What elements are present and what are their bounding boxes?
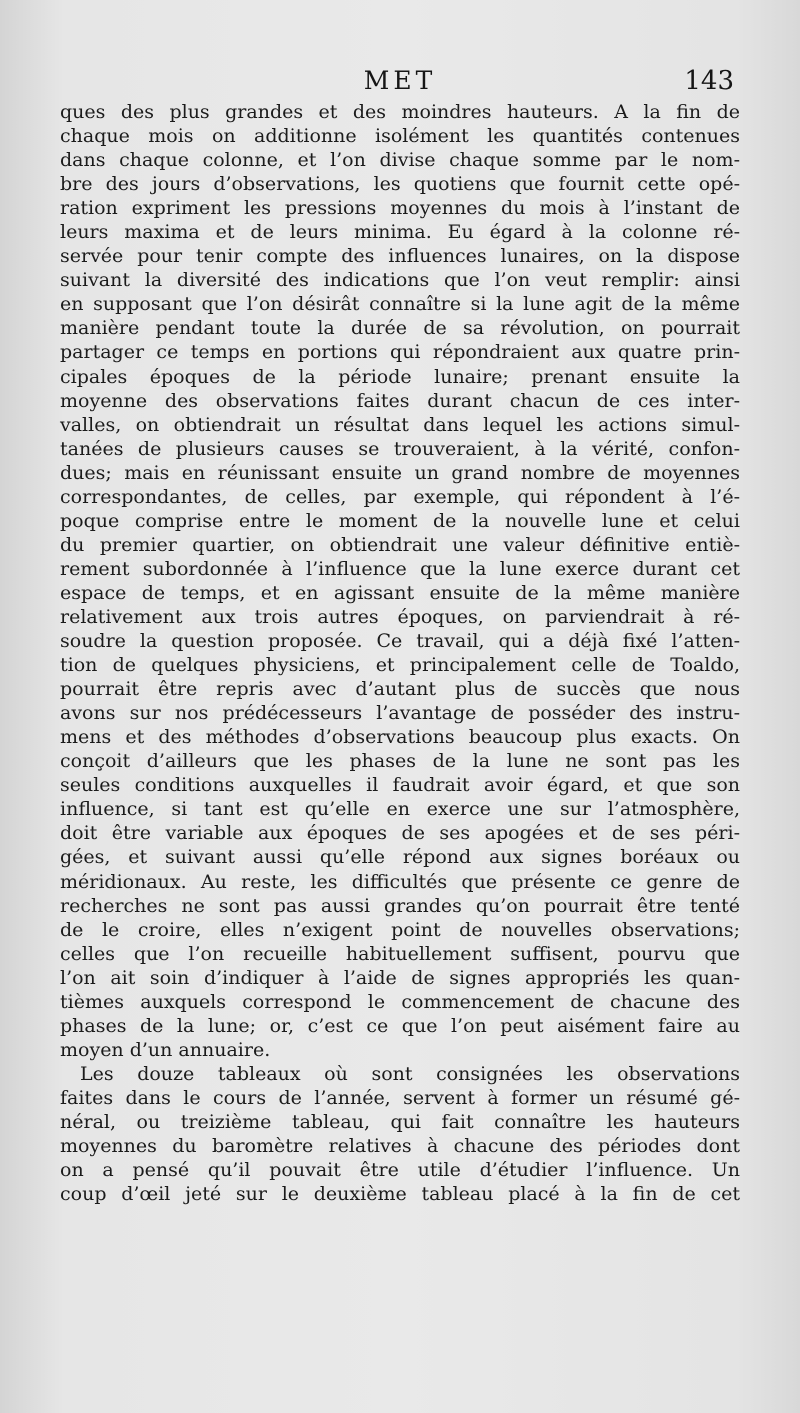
text-line: leurs maxima et de leurs minima. Eu égard à la colonne ré- <box>60 221 740 244</box>
text-line: ques des plus grandes et des moindres hauteurs. A la fin de <box>60 101 740 123</box>
text-line: méridionaux. Au reste, les difficultés que présente ce genre de <box>60 870 740 893</box>
text-line: tièmes auxquels correspond le commencement de chacune des <box>60 990 740 1013</box>
text-line: dues; mais en réunissant ensuite un grand nombre de moyennes <box>60 461 740 484</box>
text-line: de le croire, elles n’exigent point de nouvelles observations; <box>60 918 740 941</box>
text-line: celles que l’on recueille habituellement suffisent, pourvu que <box>60 942 740 965</box>
text-line: moyennes du baromètre relatives à chacune des périodes dont <box>60 1135 740 1158</box>
text-line: l’on ait soin d’indiquer à l’aide de signes appropriés les quan- <box>60 966 740 989</box>
text-line: partager ce temps en portions qui répondraient aux quatre prin- <box>60 341 740 364</box>
page-number: 143 <box>684 66 734 96</box>
text-line: tanées de plusieurs causes se trouveraient, à la vérité, confon- <box>60 437 740 460</box>
text-line: pourrait être repris avec d’autant plus de succès que nous <box>60 678 740 701</box>
text-line: valles, on obtiendrait un résultat dans lequel les actions simul- <box>60 413 740 436</box>
text-line: phases de la lune; or, c’est ce que l’on peut aisément faire au <box>60 1014 740 1037</box>
text-line: suivant la diversité des indications que l’on veut remplir: ainsi <box>60 269 740 292</box>
text-line: poque comprise entre le moment de la nouvelle lune et celui <box>60 509 740 532</box>
text-line: on a pensé qu’il pouvait être utile d’étudier l’influence. Un <box>60 1159 740 1182</box>
text-line: espace de temps, et en agissant ensuite de la même manière <box>60 581 740 604</box>
text-line: influence, si tant est qu’elle en exerce une sur l’atmosphère, <box>60 798 740 821</box>
text-line: en supposant que l’on désirât connaître si la lune agit de la même <box>60 293 740 316</box>
text-line: servée pour tenir compte des influences lunaires, on la dispose <box>60 245 740 268</box>
text-line: avons sur nos prédécesseurs l’avantage de posséder des instru- <box>60 702 740 725</box>
text-line: recherches ne sont pas aussi grandes qu’on pourrait être tenté <box>60 894 740 917</box>
text-line: bre des jours d’observations, les quotiens que fournit cette opé- <box>60 173 740 196</box>
text-line: gées, et suivant aussi qu’elle répond aux signes boréaux ou <box>60 846 740 869</box>
text-line: soudre la question proposée. Ce travail, qui a déjà fixé l’atten- <box>60 630 740 653</box>
text-line: tion de quelques physiciens, et principalement celle de Toaldo, <box>60 654 740 677</box>
text-line: doit être variable aux époques de ses apogées et de ses péri- <box>60 822 740 845</box>
text-line: conçoit d’ailleurs que les phases de la lune ne sont pas les <box>60 750 740 773</box>
text-line: du premier quartier, on obtiendrait une valeur définitive entiè- <box>60 533 740 556</box>
text-line: seules conditions auxquelles il faudrait avoir égard, et que son <box>60 774 740 797</box>
text-line: rement subordonnée à l’influence que la lune exerce durant cet <box>60 557 740 580</box>
text-line: Les douze tableaux où sont consignées les observations <box>80 1062 740 1085</box>
text-line: ration expriment les pressions moyennes du mois à l’instant de <box>60 197 740 220</box>
text-line: correspondantes, de celles, par exemple, qui répondent à l’é- <box>60 485 740 508</box>
text-line: moyenne des observations faites durant chacun de ces inter- <box>60 389 740 412</box>
text-line: mens et des méthodes d’observations beaucoup plus exacts. On <box>60 726 740 749</box>
text-line: coup d’œil jeté sur le deuxième tableau placé à la fin de cet <box>60 1183 740 1206</box>
text-line: moyen d’un annuaire. <box>60 1038 271 1061</box>
text-line: chaque mois on additionne isolément les quantités contenues <box>60 125 740 148</box>
text-line: faites dans le cours de l’année, servent à former un résumé gé- <box>60 1086 740 1109</box>
body-text <box>60 100 740 1206</box>
running-title: MET <box>363 66 437 95</box>
text-line: dans chaque colonne, et l’on divise chaque somme par le nom- <box>60 149 740 172</box>
text-line: cipales époques de la période lunaire; prenant ensuite la <box>60 365 740 388</box>
text-line: néral, ou treizième tableau, qui fait connaître les hauteurs <box>60 1110 740 1133</box>
text-line: manière pendant toute la durée de sa révolution, on pourrait <box>60 317 740 340</box>
text-line: relativement aux trois autres époques, on parviendrait à ré- <box>60 605 740 628</box>
